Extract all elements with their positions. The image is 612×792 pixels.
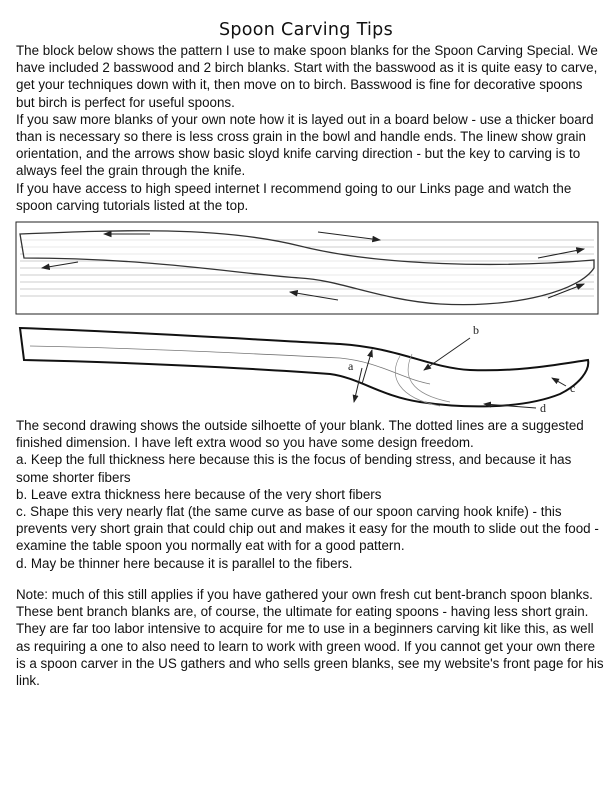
note-text	[16, 586, 604, 689]
label-b-arrow	[424, 338, 470, 370]
explanation-text	[16, 417, 604, 572]
explanation-item-b: b. Leave extra thickness here because of the very short fibers	[16, 486, 382, 502]
label-a: a	[348, 359, 354, 373]
explanation-item-c: c. Shape this very nearly flat (the same curve as base of our spoon carving hook knife) - this prevents very short grain that could chip out and makes it easy for the mouth to slide out the food - examine the table spoon you normally eat with for a good pattern.	[16, 504, 599, 554]
intro-paragraph: If you saw more blanks of your own note how it is layed out in a board below - use a thicker board than is necessary so there is less cross grain in the bowl and handle ends. The linew show grain orientation, and the arrows show basic sloyd knife carving direction - but the key to carving is to always feel the grain through the knife.	[16, 111, 594, 179]
label-d: d	[540, 401, 546, 415]
note-paragraph: Note: much of this still applies if you have gathered your own fresh cut bent-branch spoon blanks. These bent branch blanks are, of course, the ultimate for eating spoons - having less short grain. They are far too labor intensive to acquire for me to use in a beginners carving kit like this, as well as requiring a one to also need to learn to work with green wood. If you cannot get your own there is a spoon carver in the US gathers and who sells green blanks, see my website's front page for his link.	[16, 587, 604, 689]
explanation-item-d: d. May be thinner here because it is parallel to the fibers.	[16, 555, 353, 571]
label-a-arrow	[354, 368, 362, 402]
board-layout-diagram	[0, 218, 612, 323]
spoon-silhouette-outline	[20, 328, 588, 406]
label-b: b	[473, 323, 479, 337]
page-title: Spoon Carving Tips	[218, 20, 394, 40]
carving-direction-arrow	[318, 232, 380, 240]
carving-direction-arrow	[42, 262, 78, 268]
explanation-item-a: a. Keep the full thickness here because this is the focus of bending stress, and because it has some shorter fibers	[16, 452, 572, 485]
intro-text	[16, 42, 604, 214]
carving-direction-arrow	[538, 249, 584, 258]
spoon-blank-in-board	[20, 231, 594, 305]
label-a-arrow	[362, 350, 372, 384]
label-c-arrow	[552, 378, 566, 386]
intro-paragraph: The block below shows the pattern I use to make spoon blanks for the Spoon Carving Special. We have included 2 basswood and 2 birch blanks. Start with the basswood as it is quite easy to carve, get your techniques down with it, then move on to birch. Basswood is fine for decorative spoons but birch is perfect for useful spoons.	[16, 43, 598, 110]
label-c: c	[570, 381, 576, 395]
intro-paragraph: If you have access to high speed internet I recommend going to our Links page and watch the spoon carving tutorials listed at the top.	[16, 180, 572, 213]
suggested-dimension-line	[30, 346, 430, 384]
explanation-paragraph: The second drawing shows the outside silhoette of your blank. The dotted lines are a suggested finished dimension. I have left extra wood so you have some design freedom.	[16, 418, 584, 451]
spoon-silhouette-diagram	[0, 320, 612, 415]
